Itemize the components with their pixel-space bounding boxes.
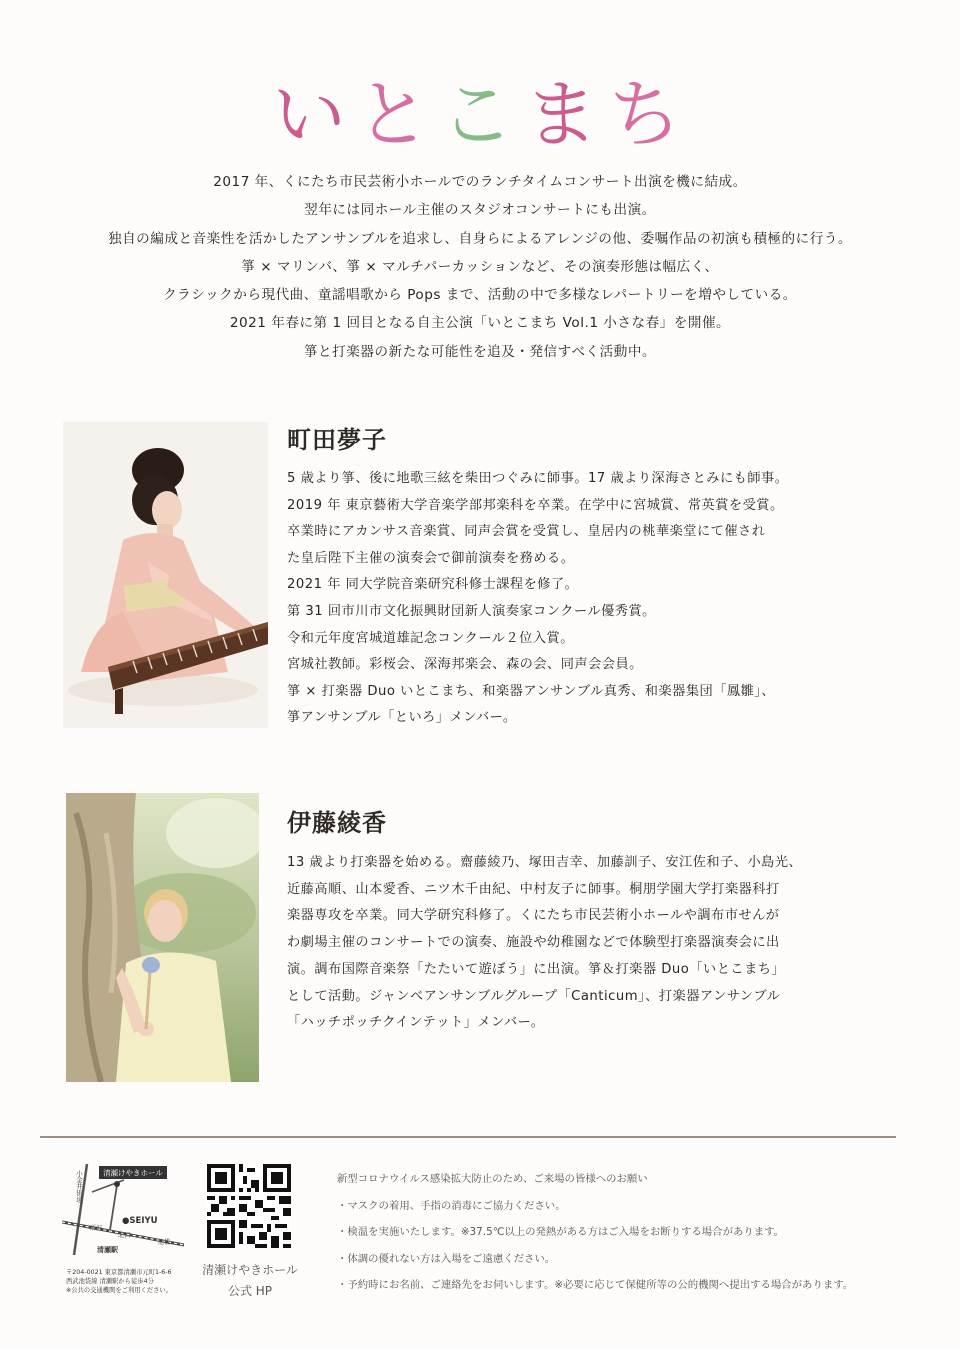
bio-line: 箏アンサンブル「といろ」メンバー。 [287,710,517,726]
title-char: と [356,72,436,158]
title-char: ち [608,72,688,158]
intro-line: 箏と打楽器の新たな可能性を追及・発信すべく活動中。 [303,343,657,360]
bio-line: 13 歳より打楽器を始める。齋藤綾乃、塚田吉幸、加藤訓子、安江佐和子、小島光、 [287,855,803,870]
qr-caption-hall: 清瀬けやきホール [202,1263,298,1277]
bio-line: 卒業時にアカンサス音楽賞、同声会賞を受賞し、皇居内の桃華楽堂にて催され [287,524,766,540]
map-store-label: ●SEIYU [122,1216,158,1226]
intro-line: 2021 年春に第 1 回目となる自主公演「いとこまち Vol.1 小さな春」を開催。 [229,315,731,332]
title-char: ま [524,72,604,158]
koto-player-photo [63,422,268,728]
access-map [62,1160,184,1255]
bio-line: 演。調布国際音楽祭「たたいて遊ぼう」に出演。箏＆打楽器 Duo「いとこまち」 [287,961,786,977]
member-name: 伊藤綾香 [287,809,387,837]
notice-line: 新型コロナウイルス感染拡大防止のため、ご来場の皆様へのお願い [337,1173,648,1185]
address-line: ※公共の交通機関をご利用ください。 [66,1287,173,1294]
intro-line: クラシックから現代曲、童謡唱歌から Pops まで、活動の中で多様なレパートリーを増やしている。 [163,287,797,304]
member-name: 町田夢子 [287,426,387,454]
address-line: 西武池袋線 清瀬駅から徒歩4分 [66,1278,154,1285]
page-title [0,70,960,160]
bio-line: 宮城社教師。彩桜会、深海邦楽会、森の会、同声会会員。 [287,657,643,673]
bio-line: 2021 年 同大学院音楽研究科修士課程を修了。 [287,577,579,593]
title-char: い [272,72,352,158]
map-hall-label: 清瀬けやきホール [103,1168,163,1178]
notice-line: ・体調の優れない方は入場をご遠慮ください。 [337,1252,556,1265]
hall-address [66,1268,172,1295]
address-line: 〒204-0021 東京都清瀬市元町1-6-6 [66,1269,172,1276]
bio-line: 近藤高順、山本愛香、ニツ木千由紀、中村友子に師事。桐朋学園大学打楽器科打 [287,881,780,897]
map-station: 清瀬駅 [97,1246,118,1254]
qr-caption-hp: 公式 HP [227,1284,273,1298]
bio-line: 第 31 回市川市文化振興財団新人演奏家コンクール優秀賞。 [287,603,656,619]
bio-line: 楽器専攻を卒業。同大学研究科修了。くにたち市民芸術小ホールや調布市せんが [287,908,780,924]
notice-line: ・マスクの着用、手指の消毒にご協力ください。 [337,1199,566,1212]
member-bio [287,850,802,1037]
qr-code[interactable] [207,1164,291,1248]
map-ikebukuro: 池袋 [158,1239,171,1246]
notice-line: ・予約時にお名前、ご連絡先をお伺いします。※必要に応じて保健所等の公的機関へ提出する場合があります。 [337,1279,854,1292]
percussionist-photo [66,793,259,1082]
bio-line: 2019 年 東京藝術大学音楽学部邦楽科を卒業。在学中に宮城賞、常英賞を受賞。 [287,497,784,513]
intro-line: 箏 × マリンバ、箏 × マルチパーカッションなど、その演奏形態は幅広く、 [241,258,719,275]
notice-line: ・検温を実施いたします。※37.5℃以上の発熱がある方はご入場をお断りする場合があります。 [337,1226,785,1239]
bio-line: 「ハッチポッチクインテット」メンバー。 [287,1015,545,1031]
map-street-label: 小金井街道 [75,1170,83,1203]
bio-line: として活動。ジャンベアンサンブルグループ「Canticum」、打楽器アンサンブル [287,988,781,1004]
bio-line: 令和元年度宮城道雄記念コンクール２位入賞。 [287,630,574,646]
covid-notice [337,1166,853,1299]
map-north-exit: 北口 [118,1231,131,1239]
title-char: こ [440,72,520,158]
intro-line: 独自の編成と音楽性を活かしたアンサンブルを追求し、自身らによるアレンジの他、委嘱作品の初演も積極的に行う。 [108,230,852,247]
bio-line: 箏 × 打楽器 Duo いとこまち、和楽器アンサンブル真秀、和楽器集団「鳳雛」、 [287,683,776,699]
bio-line: 5 歳より箏、後に地歌三絃を柴田つぐみに師事。17 歳より深海さとみにも師事。 [287,471,789,486]
intro-line: 翌年には同ホール主催のスタジオコンサートにも出演。 [304,202,656,219]
member-bio [287,466,788,732]
intro-line: 2017 年、くにたち市民芸術小ホールでのランチタイムコンサート出演を機に結成。 [213,174,747,190]
bio-line: わ劇場主催のコンサートでの演奏、施設や幼稚園などで体験型打楽器演奏会に出 [287,935,780,951]
intro-text [30,168,930,366]
bio-line: た皇后陛下主催の演奏会で御前演奏を務める。 [287,550,575,566]
footer-divider [40,1136,896,1138]
map-tokorozawa: 所沢 [90,1225,103,1232]
